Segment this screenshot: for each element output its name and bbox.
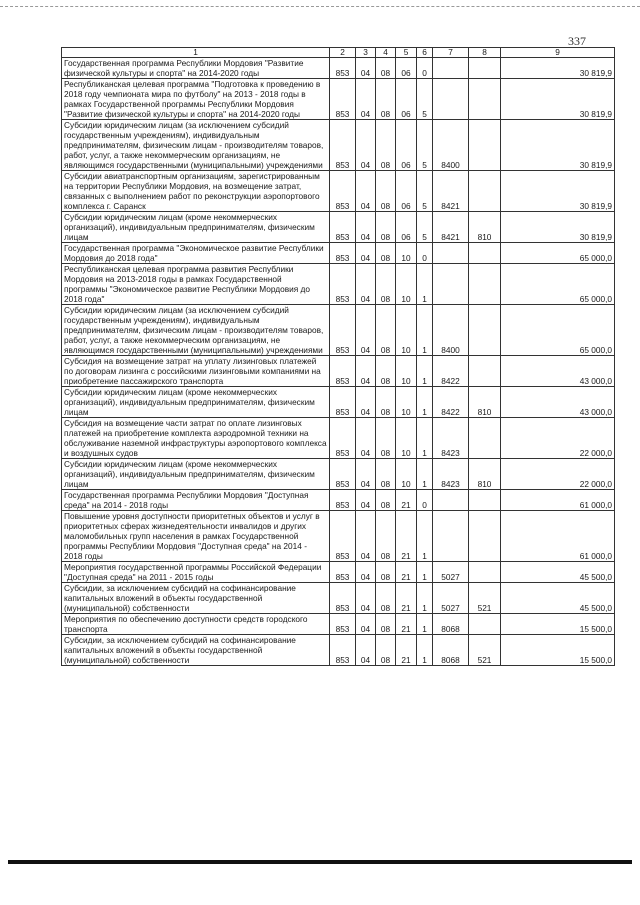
subprogram-code-cell: 5 (417, 120, 433, 171)
column-header: 7 (433, 48, 469, 58)
chapter-code-cell: 853 (330, 212, 356, 243)
scan-bottom-edge (8, 860, 632, 864)
subprogram-code-cell: 0 (417, 58, 433, 79)
table-row (62, 243, 615, 264)
direction-code-cell: 8422 (433, 356, 469, 387)
chapter-code-cell: 853 (330, 614, 356, 635)
direction-code-cell: 8422 (433, 387, 469, 418)
program-code-cell: 21 (396, 583, 417, 614)
section-code-cell: 04 (356, 490, 376, 511)
row-name-cell: Повышение уровня доступности приоритетных объектов и услуг в приоритетных сферах жизнедеятельности инвалидов и других маломобильных групп населения в рамках Государственной программы Республики Мордовия "Доступная среда" на 2014 - 2018 годы (62, 511, 330, 562)
expense-type-cell (469, 171, 501, 212)
subprogram-code-cell: 1 (417, 614, 433, 635)
chapter-code-cell: 853 (330, 264, 356, 305)
column-header: 9 (501, 48, 615, 58)
subprogram-code-cell: 1 (417, 264, 433, 305)
section-code-cell: 04 (356, 459, 376, 490)
subsection-code-cell: 08 (376, 418, 396, 459)
direction-code-cell (433, 79, 469, 120)
amount-cell: 30 819,9 (501, 79, 615, 120)
amount-cell: 30 819,9 (501, 58, 615, 79)
direction-code-cell: 8423 (433, 418, 469, 459)
chapter-code-cell: 853 (330, 79, 356, 120)
row-name-cell: Республиканская целевая программа развития Республики Мордовия на 2013-2018 годы в рамках Государственной программы "Экономическое развитие Республики Мордовия до 2018 года" (62, 264, 330, 305)
section-code-cell: 04 (356, 212, 376, 243)
row-name-cell: Субсидия на возмещение затрат на уплату лизинговых платежей по договорам лизинга с российскими лизинговыми компаниями на приобретение пассажирского транспорта (62, 356, 330, 387)
expense-type-cell: 521 (469, 583, 501, 614)
direction-code-cell (433, 58, 469, 79)
row-name-cell: Государственная программа "Экономическое развитие Республики Мордовия до 2018 года" (62, 243, 330, 264)
expense-type-cell (469, 511, 501, 562)
column-header: 5 (396, 48, 417, 58)
section-code-cell: 04 (356, 614, 376, 635)
subsection-code-cell: 08 (376, 490, 396, 511)
expense-type-cell (469, 264, 501, 305)
amount-cell: 30 819,9 (501, 120, 615, 171)
amount-cell: 65 000,0 (501, 305, 615, 356)
row-name-cell: Субсидии юридическим лицам (за исключением субсидий государственным учреждениям), индивидуальным предпринимателям, физическим лицам - производителям товаров, работ, услуг, а также некоммерческим организациям, не являющимся государственными (муниципальными) учреждениями (62, 305, 330, 356)
table-row (62, 58, 615, 79)
direction-code-cell: 8421 (433, 171, 469, 212)
row-name-cell: Государственная программа Республики Мордовия "Развитие физической культуры и спорта" на 2014-2020 годы (62, 58, 330, 79)
program-code-cell: 06 (396, 171, 417, 212)
subsection-code-cell: 08 (376, 171, 396, 212)
chapter-code-cell: 853 (330, 171, 356, 212)
table-row (62, 418, 615, 459)
program-code-cell: 21 (396, 562, 417, 583)
section-code-cell: 04 (356, 264, 376, 305)
direction-code-cell (433, 490, 469, 511)
table-row (62, 171, 615, 212)
expense-type-cell: 810 (469, 212, 501, 243)
subprogram-code-cell: 5 (417, 171, 433, 212)
column-header: 3 (356, 48, 376, 58)
row-name-cell: Субсидия на возмещение части затрат по оплате лизинговых платежей на приобретение комплекта аэродромной техники на обслуживание наземной инфраструктуры аэропортового комплекса и воздушных судов (62, 418, 330, 459)
direction-code-cell: 8423 (433, 459, 469, 490)
program-code-cell: 10 (396, 305, 417, 356)
subsection-code-cell: 08 (376, 58, 396, 79)
subprogram-code-cell: 1 (417, 562, 433, 583)
program-code-cell: 10 (396, 243, 417, 264)
chapter-code-cell: 853 (330, 418, 356, 459)
chapter-code-cell: 853 (330, 562, 356, 583)
expense-type-cell (469, 243, 501, 264)
expense-type-cell (469, 120, 501, 171)
subsection-code-cell: 08 (376, 120, 396, 171)
column-header: 8 (469, 48, 501, 58)
subprogram-code-cell: 1 (417, 459, 433, 490)
program-code-cell: 21 (396, 635, 417, 666)
expense-type-cell (469, 305, 501, 356)
budget-table (61, 47, 615, 666)
chapter-code-cell: 853 (330, 305, 356, 356)
row-name-cell: Субсидии, за исключением субсидий на софинансирование капитальных вложений в объекты государственной (муниципальной) собственности (62, 583, 330, 614)
program-code-cell: 06 (396, 212, 417, 243)
chapter-code-cell: 853 (330, 635, 356, 666)
direction-code-cell: 5027 (433, 583, 469, 614)
amount-cell: 43 000,0 (501, 356, 615, 387)
direction-code-cell: 8068 (433, 635, 469, 666)
amount-cell: 15 500,0 (501, 614, 615, 635)
section-code-cell: 04 (356, 387, 376, 418)
scan-top-edge (0, 6, 640, 8)
subsection-code-cell: 08 (376, 79, 396, 120)
table-row (62, 212, 615, 243)
chapter-code-cell: 853 (330, 58, 356, 79)
subsection-code-cell: 08 (376, 387, 396, 418)
row-name-cell: Мероприятия по обеспечению доступности средств городского транспорта (62, 614, 330, 635)
program-code-cell: 21 (396, 511, 417, 562)
chapter-code-cell: 853 (330, 356, 356, 387)
subsection-code-cell: 08 (376, 635, 396, 666)
direction-code-cell: 8400 (433, 120, 469, 171)
subprogram-code-cell: 1 (417, 635, 433, 666)
subsection-code-cell: 08 (376, 562, 396, 583)
row-name-cell: Субсидии, за исключением субсидий на софинансирование капитальных вложений в объекты государственной (муниципальной) собственности (62, 635, 330, 666)
chapter-code-cell: 853 (330, 387, 356, 418)
subprogram-code-cell: 1 (417, 305, 433, 356)
subsection-code-cell: 08 (376, 459, 396, 490)
subsection-code-cell: 08 (376, 356, 396, 387)
direction-code-cell (433, 511, 469, 562)
row-name-cell: Субсидии юридическим лицам (кроме некоммерческих организаций), индивидуальным предпринимателям, физическим лицам (62, 212, 330, 243)
subsection-code-cell: 08 (376, 264, 396, 305)
expense-type-cell (469, 79, 501, 120)
amount-cell: 45 500,0 (501, 583, 615, 614)
subsection-code-cell: 08 (376, 243, 396, 264)
subsection-code-cell: 08 (376, 511, 396, 562)
section-code-cell: 04 (356, 79, 376, 120)
expense-type-cell (469, 58, 501, 79)
amount-cell: 30 819,9 (501, 171, 615, 212)
column-header: 2 (330, 48, 356, 58)
subprogram-code-cell: 5 (417, 212, 433, 243)
expense-type-cell (469, 356, 501, 387)
program-code-cell: 21 (396, 614, 417, 635)
column-header: 4 (376, 48, 396, 58)
program-code-cell: 10 (396, 418, 417, 459)
subprogram-code-cell: 0 (417, 243, 433, 264)
amount-cell: 22 000,0 (501, 459, 615, 490)
column-number-row (62, 48, 615, 58)
amount-cell: 65 000,0 (501, 264, 615, 305)
amount-cell: 61 000,0 (501, 490, 615, 511)
subprogram-code-cell: 5 (417, 79, 433, 120)
amount-cell: 61 000,0 (501, 511, 615, 562)
subsection-code-cell: 08 (376, 614, 396, 635)
program-code-cell: 06 (396, 58, 417, 79)
row-name-cell: Субсидии юридическим лицам (кроме некоммерческих организаций), индивидуальным предпринимателям, физическим лицам (62, 387, 330, 418)
chapter-code-cell: 853 (330, 583, 356, 614)
chapter-code-cell: 853 (330, 120, 356, 171)
direction-code-cell: 8068 (433, 614, 469, 635)
section-code-cell: 04 (356, 583, 376, 614)
table-row (62, 356, 615, 387)
subprogram-code-cell: 1 (417, 511, 433, 562)
expense-type-cell (469, 614, 501, 635)
amount-cell: 15 500,0 (501, 635, 615, 666)
subprogram-code-cell: 1 (417, 418, 433, 459)
amount-cell: 43 000,0 (501, 387, 615, 418)
direction-code-cell: 8421 (433, 212, 469, 243)
section-code-cell: 04 (356, 511, 376, 562)
amount-cell: 65 000,0 (501, 243, 615, 264)
program-code-cell: 06 (396, 120, 417, 171)
section-code-cell: 04 (356, 562, 376, 583)
subprogram-code-cell: 1 (417, 356, 433, 387)
row-name-cell: Субсидии авиатранспортным организациям, зарегистрированным на территории Республики Мордовия, на возмещение затрат, связанных с выполнением работ по реконструкции аэропортового комплекса г. Саранск (62, 171, 330, 212)
table-row (62, 614, 615, 635)
subprogram-code-cell: 1 (417, 583, 433, 614)
program-code-cell: 10 (396, 356, 417, 387)
section-code-cell: 04 (356, 243, 376, 264)
program-code-cell: 10 (396, 459, 417, 490)
subsection-code-cell: 08 (376, 212, 396, 243)
page-number: 337 (568, 34, 586, 48)
amount-cell: 22 000,0 (501, 418, 615, 459)
table-row (62, 490, 615, 511)
section-code-cell: 04 (356, 418, 376, 459)
direction-code-cell (433, 264, 469, 305)
section-code-cell: 04 (356, 58, 376, 79)
section-code-cell: 04 (356, 171, 376, 212)
table-row (62, 120, 615, 171)
chapter-code-cell: 853 (330, 490, 356, 511)
expense-type-cell (469, 562, 501, 583)
row-name-cell: Мероприятия государственной программы Российской Федерации "Доступная среда" на 2011 - 2015 годы (62, 562, 330, 583)
table-row (62, 305, 615, 356)
direction-code-cell (433, 243, 469, 264)
table-row (62, 562, 615, 583)
subsection-code-cell: 08 (376, 305, 396, 356)
direction-code-cell: 8400 (433, 305, 469, 356)
chapter-code-cell: 853 (330, 511, 356, 562)
row-name-cell: Субсидии юридическим лицам (кроме некоммерческих организаций), индивидуальным предпринимателям, физическим лицам (62, 459, 330, 490)
column-header: 6 (417, 48, 433, 58)
expense-type-cell: 810 (469, 387, 501, 418)
section-code-cell: 04 (356, 635, 376, 666)
expense-type-cell (469, 418, 501, 459)
expense-type-cell (469, 490, 501, 511)
expense-type-cell: 521 (469, 635, 501, 666)
program-code-cell: 21 (396, 490, 417, 511)
table-row (62, 635, 615, 666)
program-code-cell: 10 (396, 264, 417, 305)
amount-cell: 45 500,0 (501, 562, 615, 583)
program-code-cell: 10 (396, 387, 417, 418)
subprogram-code-cell: 1 (417, 387, 433, 418)
table-row (62, 459, 615, 490)
chapter-code-cell: 853 (330, 243, 356, 264)
table-row (62, 79, 615, 120)
column-header: 1 (62, 48, 330, 58)
row-name-cell: Государственная программа Республики Мордовия "Доступная среда" на 2014 - 2018 годы (62, 490, 330, 511)
section-code-cell: 04 (356, 305, 376, 356)
amount-cell: 30 819,9 (501, 212, 615, 243)
row-name-cell: Республиканская целевая программа "Подготовка к проведению в 2018 году чемпионата мира по футболу" на 2013 - 2018 годы в рамках Государственной программы Республики Мордовия "Развитие физической культуры и спорта" на 2014-2020 годы (62, 79, 330, 120)
chapter-code-cell: 853 (330, 459, 356, 490)
section-code-cell: 04 (356, 356, 376, 387)
subsection-code-cell: 08 (376, 583, 396, 614)
row-name-cell: Субсидии юридическим лицам (за исключением субсидий государственным учреждениям), индивидуальным предпринимателям, физическим лицам - производителям товаров, работ, услуг, а также некоммерческим организациям, не являющимся государственными (муниципальными) учреждениями (62, 120, 330, 171)
program-code-cell: 06 (396, 79, 417, 120)
table-row (62, 511, 615, 562)
table-row (62, 387, 615, 418)
table-row (62, 583, 615, 614)
direction-code-cell: 5027 (433, 562, 469, 583)
subprogram-code-cell: 0 (417, 490, 433, 511)
table-row (62, 264, 615, 305)
expense-type-cell: 810 (469, 459, 501, 490)
section-code-cell: 04 (356, 120, 376, 171)
